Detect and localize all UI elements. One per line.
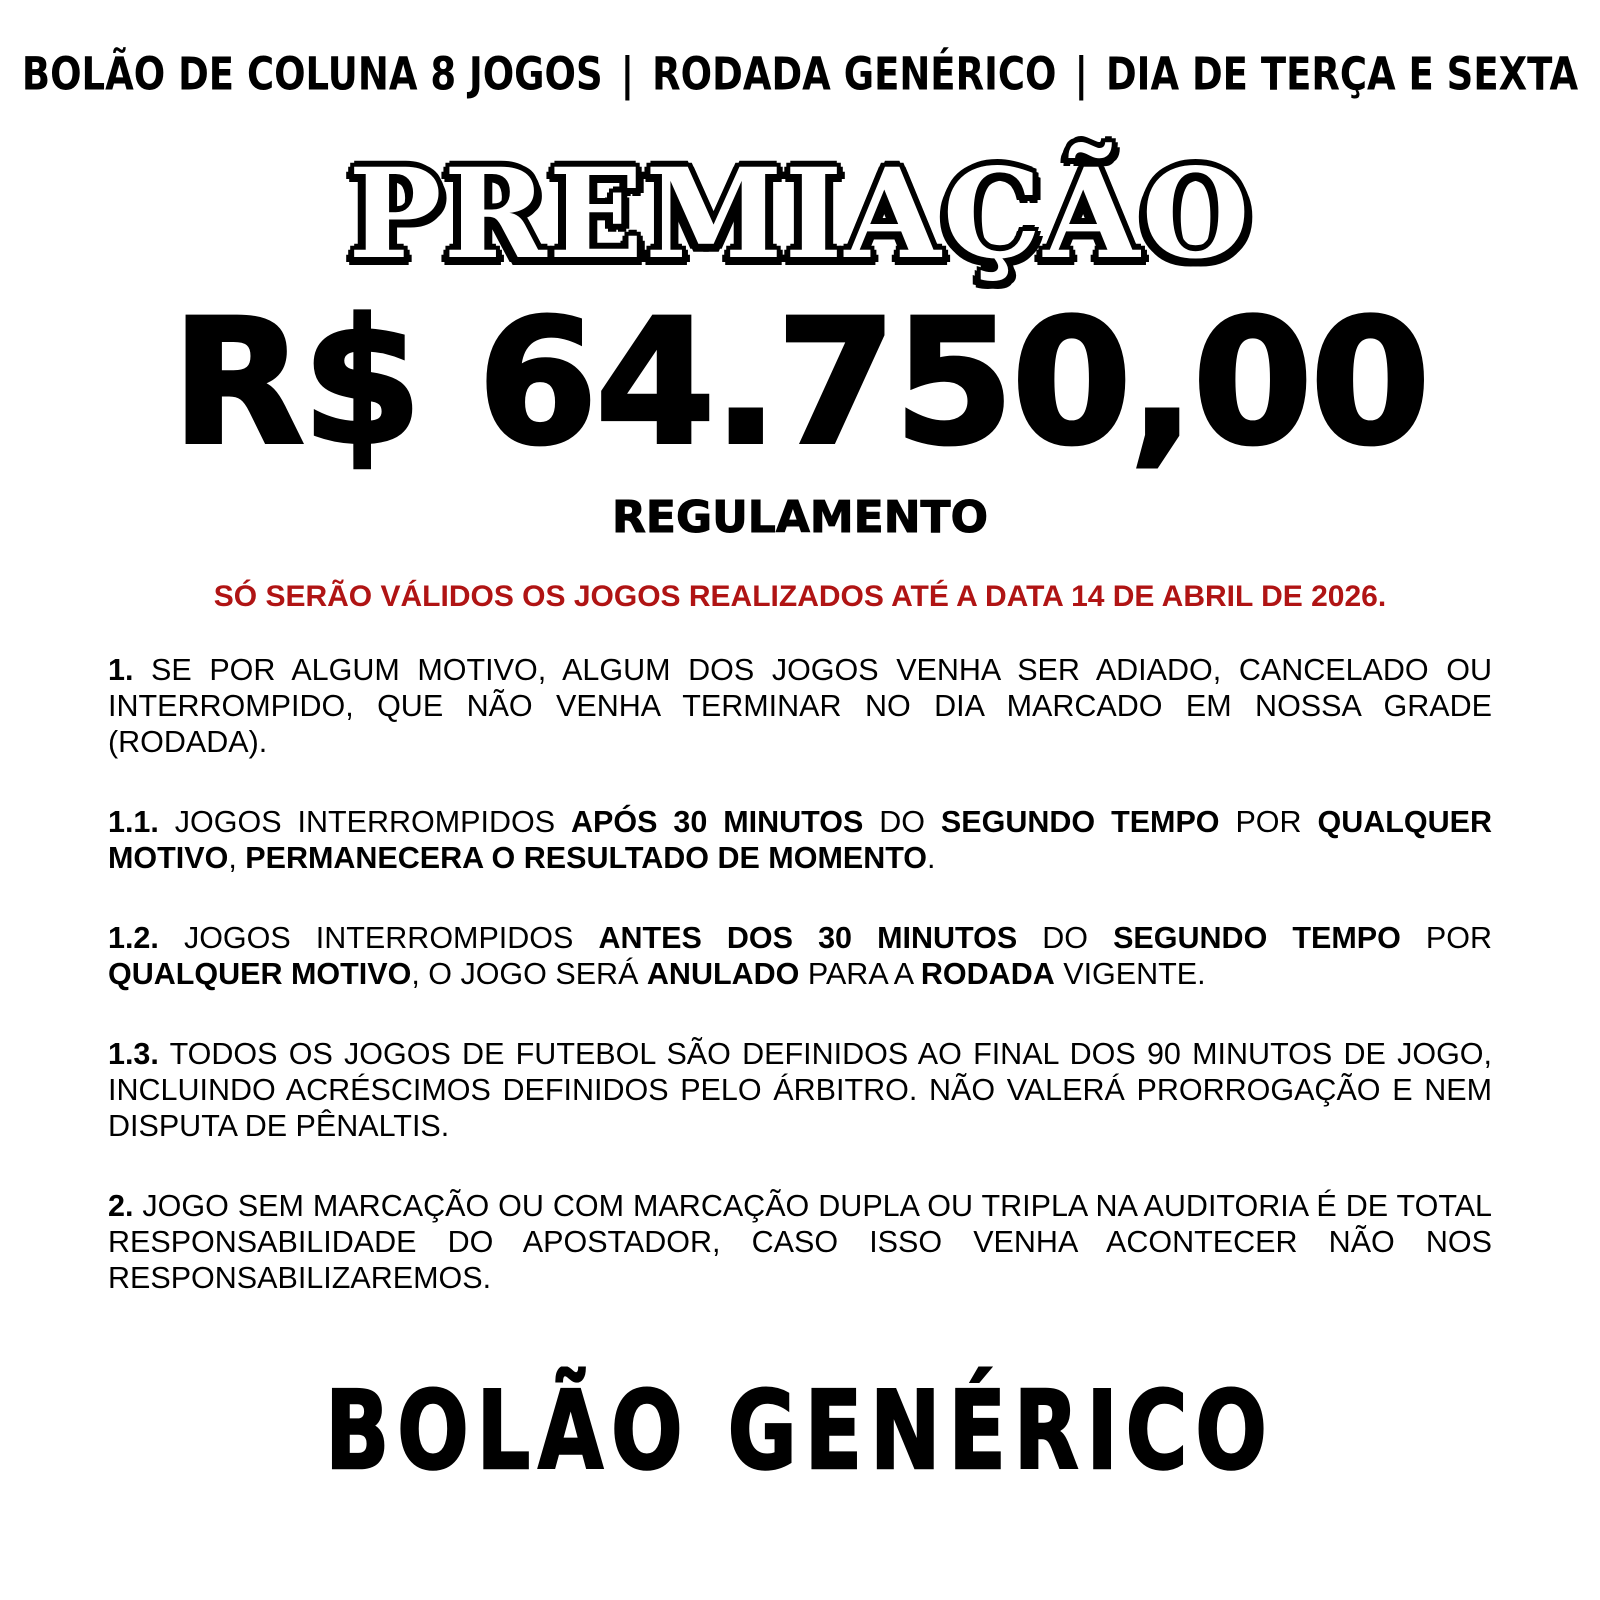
rule-1-3 bbox=[108, 1036, 1492, 1144]
rule-number: 1.3. bbox=[108, 1037, 159, 1071]
rule-text: POR bbox=[1400, 921, 1493, 955]
header-line bbox=[0, 48, 1600, 100]
rule-number: 1. bbox=[108, 653, 134, 687]
rule-2 bbox=[108, 1188, 1492, 1296]
rules-list bbox=[108, 652, 1492, 1340]
rule-1-2 bbox=[108, 920, 1492, 992]
rules-title: REGULAMENTO bbox=[612, 492, 988, 543]
rule-emphasis: SEGUNDO TEMPO bbox=[940, 805, 1220, 839]
header-round: RODADA GENÉRICO bbox=[652, 48, 1057, 101]
header-separator: | bbox=[1074, 48, 1088, 101]
rule-text: POR bbox=[1219, 805, 1318, 839]
rule-number: 1.2. bbox=[108, 921, 159, 955]
rule-text: JOGOS INTERROMPIDOS bbox=[158, 921, 599, 955]
rule-text: TODOS OS JOGOS DE FUTEBOL SÃO DEFINIDOS AO FINAL DOS 90 MINUTOS DE JOGO, INCLUINDO ACRÉSCIMOS DEFINIDOS PELO ÁRBITRO. NÃO VALERÁ PRORROGAÇÃO E NEM DISPUTA DE PÊNALTIS. bbox=[108, 1037, 1492, 1143]
rule-text: SE POR ALGUM MOTIVO, ALGUM DOS JOGOS VENHA SER ADIADO, CANCELADO OU INTERROMPIDO, QUE NÃO VENHA TERMINAR NO DIA MARCADO EM NOSSA GRADE (RODADA). bbox=[108, 653, 1492, 759]
rule-1 bbox=[108, 652, 1492, 760]
rule-emphasis: PERMANECERA O RESULTADO DE MOMENTO bbox=[245, 841, 928, 875]
rule-text: PARA A bbox=[799, 957, 921, 991]
rule-text: DO bbox=[863, 805, 941, 839]
rule-number: 1.1. bbox=[108, 805, 159, 839]
rule-number: 2. bbox=[108, 1189, 134, 1223]
rule-emphasis: QUALQUER MOTIVO bbox=[108, 957, 412, 991]
rule-text: . bbox=[927, 841, 936, 875]
rule-emphasis: SEGUNDO TEMPO bbox=[1113, 921, 1401, 955]
brand-name: BOLÃO GENÉRICO bbox=[325, 1368, 1275, 1494]
rule-emphasis: ANULADO bbox=[646, 957, 800, 991]
header-pool-type: BOLÃO DE COLUNA 8 JOGOS bbox=[21, 48, 603, 101]
rule-emphasis: ANTES DOS 30 MINUTOS bbox=[598, 921, 1018, 955]
rule-text: JOGO SEM MARCAÇÃO OU COM MARCAÇÃO DUPLA OU TRIPLA NA AUDITORIA É DE TOTAL RESPONSABILIDADE DO APOSTADOR, CASO ISSO VENHA ACONTECER NÃO NOS RESPONSABILIZAREMOS. bbox=[108, 1189, 1492, 1295]
rule-text: JOGOS INTERROMPIDOS bbox=[158, 805, 571, 839]
prize-heading: PREMIAÇÃO bbox=[348, 142, 1252, 287]
rule-text: VIGENTE. bbox=[1054, 957, 1206, 991]
header-separator: | bbox=[620, 48, 635, 101]
rule-emphasis: APÓS 30 MINUTOS bbox=[571, 805, 864, 839]
header-days: DIA DE TERÇA E SEXTA bbox=[1105, 48, 1579, 101]
rule-emphasis: QUALQUER MOTIVO bbox=[108, 805, 1492, 875]
validity-note: SÓ SERÃO VÁLIDOS OS JOGOS REALIZADOS ATÉ A DATA 14 DE ABRIL DE 2026. bbox=[213, 580, 1387, 613]
rule-1-1 bbox=[108, 804, 1492, 876]
rule-text: , bbox=[228, 841, 246, 875]
rule-text: , O JOGO SERÁ bbox=[411, 957, 647, 991]
prize-amount: R$ 64.750,00 bbox=[171, 282, 1429, 483]
rule-text: DO bbox=[1017, 921, 1114, 955]
rule-emphasis: RODADA bbox=[920, 957, 1055, 991]
